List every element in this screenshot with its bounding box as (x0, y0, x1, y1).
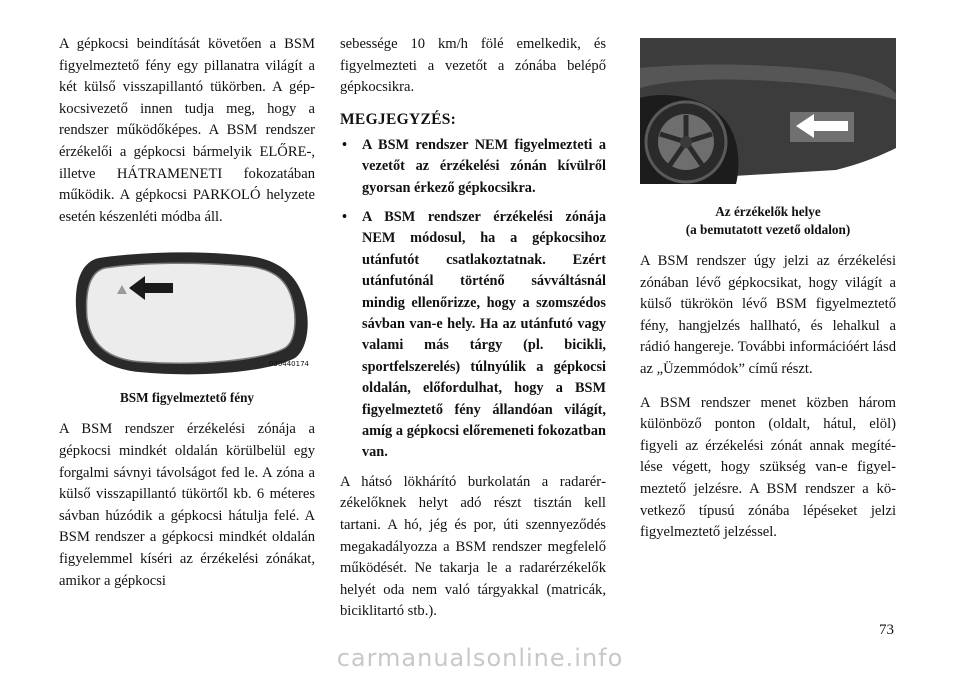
column-left (59, 34, 315, 592)
bullet-icon: • (342, 136, 348, 153)
intro-paragraph: A gépkocsi beindítását követően a BSM figyelmeztető fény egy pillanatra világít a két külső visszapillantó tükörben. A gépkocsivezető innen tudja meg, hogy a rendszer működőképes. A BSM rendszer érzékelői a gépkocsi bármelyik ELŐRE-, illetve HÁTRAMENETI fokozatában működik. A gépkocsi PARKOLÓ helyzete esetén készenléti módba áll. (59, 36, 315, 225)
column-middle (340, 34, 606, 623)
alert-paragraph: A BSM rendszer úgy jelzi az érzékelési zónában lévő gépkocsikat, hogy világít a külső tükrökön lévő BSM figyelmeztető fény, hangjelzés hallható, és lehalkul a rádió hangereje. További információért lásd az „Üzemmódok” című részt. (640, 253, 896, 377)
page-number: 73 (879, 622, 894, 638)
column-right (640, 34, 896, 544)
note-item (340, 135, 606, 199)
sensor-location-figure (640, 38, 896, 189)
note-list (340, 135, 606, 464)
bullet-icon: • (342, 209, 348, 225)
figure-caption (640, 203, 896, 239)
sensor-cleaning-paragraph: A hátsó lökhárító burkolatán a radarérzékelőknek helyt adó részt tisztán kell tartani. A hó, jég és por, úti szennyeződés megakadályozza a BSM rendszer megfelelő működését. Ne takarja le a radarérzékelők helyét oda nem való tárgyakkal (matricák, biciklitartó stb.). (340, 473, 606, 620)
note-heading: MEGJEGYZÉS: (340, 110, 457, 128)
mirror-figure (59, 248, 315, 385)
figure-caption: BSM figyelmeztető fény (119, 390, 255, 406)
speed-paragraph: sebessége 10 km/h fölé emelkedik, és figyelmezteti a vezetőt a zónába belépő gépkocsikra. (340, 36, 606, 96)
note-text: A BSM rendszer NEM figyelmezteti a vezetőt az érzékelési zónán kívülről gyorsan érkező gépkocsikra. (362, 136, 606, 196)
note-text: A BSM rendszer érzékelési zónája NEM módosul, ha a gépkocsihoz utánfutót csatlakoztatnak. Ezért utánfutónál történő sávváltásnál mindig ellenőrizze, hogy a szomszédos sávban van-e hely. Ha az utánfutó vagy valami más tárgy (pl. bicikli, sportfelszerelés) túlnyúlik a gépkocsi oldalán, előfordulhat, hogy a BSM figyelmeztető fény állandóan világít, amíg a gépkocsi előremeneti fokozatban van. (362, 209, 606, 461)
monitoring-paragraph: A BSM rendszer menet közben három különböző ponton (oldalt, hátul, elöl) figyeli az érzékelési zónát annak megítélése végett, hogy szükség van-e figyelmeztető jelzésre. A BSM rendszer a következő típusú zónába lépéseket jelzi figyelmeztető jelzéssel. (640, 394, 896, 541)
mirror-glass (87, 264, 295, 364)
figure-code: 030440174 (268, 360, 309, 369)
car-rear-illustration (640, 38, 896, 184)
figure-code: 035468893 (849, 172, 890, 180)
figure-caption-line: Az érzékelők helye (715, 204, 821, 219)
wheel-hub (680, 136, 692, 148)
figure-caption-line: (a bemutatott vezető oldalon) (685, 222, 851, 237)
note-item (340, 207, 606, 464)
watermark: carmanualsonline.info (336, 644, 624, 672)
detection-zone-paragraph: A BSM rendszer érzékelési zónája a gépkocsi mindkét oldalán körülbelül egy forgalmi sávnyi távolságot fed le. A zóna a külső visszapillantó tükörtől kb. 6 méteres sávban húzódik a gépkocsi hátulja felé. A BSM rendszer a gépkocsi mindkét oldalán figyelemmel kíséri az érzékelési zónákat, amikor a gépkocsi (59, 421, 315, 589)
